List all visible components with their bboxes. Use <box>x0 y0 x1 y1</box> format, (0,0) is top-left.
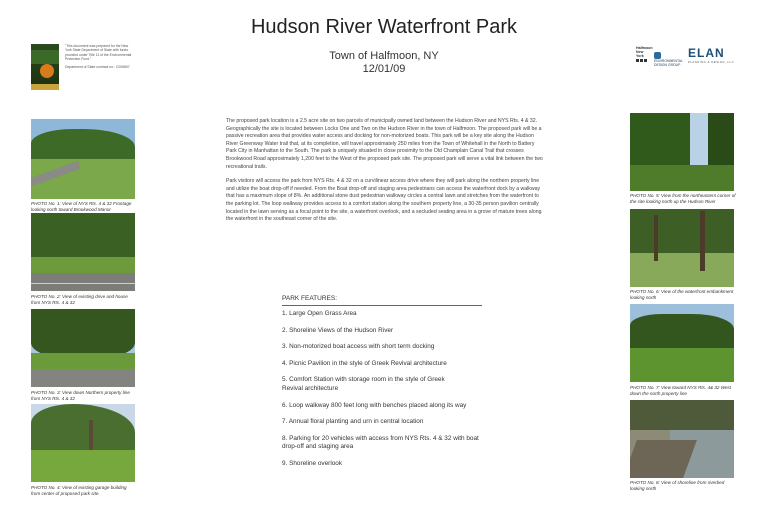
photo-2 <box>31 213 135 291</box>
photo-4-caption: PHOTO No. 4: View of existing garage building from center of proposed park site. <box>31 485 127 496</box>
photo-3-caption: PHOTO No. 3: View down Northern property line from NYS Rts. 4 & 32 <box>31 390 130 401</box>
description-paragraph-1: The proposed park location is a 2.5 acre site on two parcels of municipally owned land between the Hudson River and NYS Rts. 4 & 32. Geographically the site is located between Locks One and Two on the Hudson River in the town of Halfmoon. The proposed park will be a passive recreation area that provides water access and docking for non-motorized boats. This park will be a key site along the Hudson River Greenway Water trail that, at its completion, will travel approximately 250 miles from the Town of Whitehall in the North to Battery Park City in Manhattan to the South. The park is uniquely situated in close proximity to the Old Champlain Canal Trail that crosses Brookwood Road approximately 1,200 feet to the West of the proposed park site. The proposed park will serve a vital link between the two recreational trails. <box>226 118 543 170</box>
project-description <box>226 118 544 231</box>
elan-logo-name: ELAN <box>688 46 725 60</box>
funding-note-text: "This document was prepared for the New York State Department of State with funds provided under Title 11 of the Environmental Protection Fund." <box>65 44 132 62</box>
feature-item: 7. Annual floral planting and urn in central location <box>282 418 424 426</box>
photo-1-caption: PHOTO No. 1: View of NYS Rts. 4 & 32 Frontage looking north toward Brookwood Manor <box>31 201 132 212</box>
photo-7-caption: PHOTO No. 7: View toward NYS Rts. 4& 32 West down the north property line <box>630 385 732 396</box>
halfmoon-logo <box>636 46 652 63</box>
photo-1 <box>31 119 135 199</box>
park-features-list <box>282 310 512 477</box>
feature-item: 8. Parking for 20 vehicles with access from NYS Rts. 4 & 32 with boat drop-off and staging area <box>282 434 479 451</box>
photo-4 <box>31 404 135 482</box>
halfmoon-logo-line-1: Halfmoon <box>636 46 653 50</box>
funding-note <box>65 44 135 72</box>
photo-8 <box>630 400 734 478</box>
description-paragraph-2: Park visitors will access the park from NYS Rts. 4 & 32 on a curvilinear access drive where they will park along the northern property line and utilize the boat drop-off if needed. From the Boat drop-off and staging area pedestrians can access the waterfront dock by a walkway that has a maximum slope of 8%. An additional stone dust pedestrian walkway circles a central lawn and stretches from the waterfront to the parking lot. The loop walkway provides access to a comfort station along the southern property line, a 30-35 person pavilion centrally located in the lawn serving as a focal point to the site, a waterfront overlook, and a secluded seating area in a grove of mature trees along the waterfront in the southeast corner of the site. <box>226 178 542 223</box>
design-group-mark-icon <box>654 52 661 59</box>
feature-item: 9. Shoreline overlook <box>282 459 343 467</box>
photo-5-caption: PHOTO No. 5: View from the northeastern corner of the site looking north up the Hudson River <box>630 193 736 204</box>
feature-item: 6. Loop walkway 800 feet long with benches placed along its way <box>282 401 467 409</box>
halfmoon-logo-line-2: New York <box>636 50 644 59</box>
feature-item: 1. Large Open Grass Area <box>282 310 357 317</box>
feature-item: 2. Shoreline Views of the Hudson River <box>282 326 394 334</box>
heading-divider <box>282 305 482 306</box>
elan-logo-subtitle: PLANNING & DESIGN, LLC <box>688 60 735 64</box>
park-features-heading: PARK FEATURES: <box>282 295 338 302</box>
photo-7 <box>630 304 734 382</box>
photo-8-caption: PHOTO No. 8: View of shoreline from riverbed looking north <box>630 480 725 491</box>
feature-item: 3. Non-motorized boat access with short term docking <box>282 343 435 351</box>
contract-number: Department of State contract no.: C006807 <box>65 64 130 69</box>
design-group-logo <box>654 52 684 67</box>
town-name: Town of Halfmoon, NY <box>329 50 439 62</box>
photo-5 <box>630 113 734 191</box>
design-group-line-1: ENVIRONMENTAL <box>654 59 683 63</box>
photo-3 <box>31 309 135 387</box>
poster-date: 12/01/09 <box>362 63 406 75</box>
photo-6 <box>630 209 734 287</box>
design-group-line-2: DESIGN GROUP <box>654 63 681 67</box>
photo-2-caption: PHOTO No. 2: View of existing drive and house from NYS Rts. 4 & 32 <box>31 294 128 305</box>
elan-logo <box>688 46 738 64</box>
poster-title: Hudson River Waterfront Park <box>250 16 517 38</box>
feature-item: 5. Comfort Station with storage room in the style of Greek Revival architecture <box>282 376 445 392</box>
photo-6-caption: PHOTO No. 6: View of the waterfront embankment looking north <box>630 289 734 300</box>
brochure-thumbnail <box>31 44 59 90</box>
feature-item: 4. Picnic Pavilion in the style of Greek Revival architecture <box>282 359 447 367</box>
